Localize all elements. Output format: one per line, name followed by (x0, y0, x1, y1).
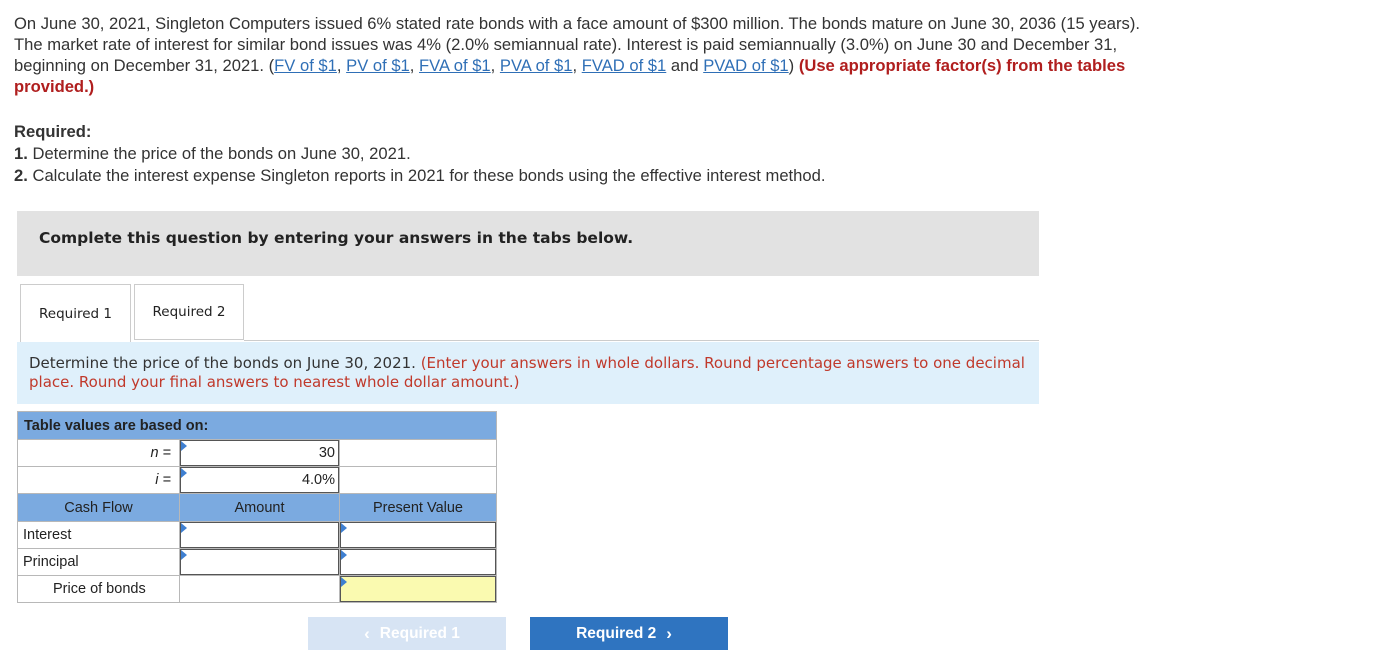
header-cash-flow: Cash Flow (18, 494, 180, 522)
question-body: On June 30, 2021, Singleton Computers issued 6% stated rate bonds with a face amount of $300 million. The bonds mature on June 30, 2036 (15 years). The market rate of interest for similar bond issues was 4% (2.0% semiannual rate). Interest is paid semiannually (3.0%) on June 30 and December 31, beginning on December 31, 2021. ( (14, 14, 1140, 75)
required-item-1: 1. Determine the price of the bonds on June 30, 2021. (14, 144, 411, 163)
link-fva[interactable]: FVA of $1 (419, 56, 491, 75)
next-button[interactable]: Required 2 › (530, 617, 728, 650)
input-marker-icon (341, 550, 347, 560)
instruction-banner (17, 211, 1039, 276)
chevron-left-icon: ‹ (364, 623, 370, 643)
interest-pv-input[interactable] (340, 522, 496, 548)
n-label: n = (18, 440, 180, 467)
input-marker-icon (181, 468, 187, 478)
n-input[interactable]: 30 (180, 440, 339, 466)
row-price-label: Price of bonds (18, 576, 180, 603)
principal-pv-input[interactable] (340, 549, 496, 575)
required-heading: Required: (14, 122, 92, 141)
header-present-value: Present Value (340, 494, 497, 522)
bond-price-table (17, 411, 497, 603)
i-label: i = (18, 467, 180, 494)
link-pvad[interactable]: PVAD of $1 (703, 56, 789, 75)
table-caption: Table values are based on: (18, 412, 497, 440)
table-instruction: (Use appropriate factor(s) from the tables provided.) (14, 56, 1126, 96)
principal-amount-input[interactable] (180, 549, 339, 575)
tab-question: Determine the price of the bonds on June 30, 2021. (29, 354, 421, 372)
i-input[interactable]: 4.0% (180, 467, 339, 493)
required-section (14, 121, 825, 187)
chevron-right-icon: › (666, 623, 672, 643)
tab-instructions (17, 342, 1039, 404)
input-marker-icon (181, 550, 187, 560)
link-fvad[interactable]: FVAD of $1 (581, 56, 667, 75)
link-pva[interactable]: PVA of $1 (499, 56, 573, 75)
tab-rounding-note: (Enter your answers in whole dollars. Round percentage answers to one decimal place. Round your final answers to nearest whole dollar amount.) (29, 354, 1025, 391)
required-item-2: 2. Calculate the interest expense Singleton reports in 2021 for these bonds using the effective interest method. (14, 166, 826, 185)
prev-button[interactable]: ‹ Required 1 (308, 617, 506, 650)
input-marker-icon (341, 523, 347, 533)
tab-required-1[interactable]: Required 1 (20, 284, 131, 342)
tab-divider (244, 340, 1039, 341)
row-interest-label: Interest (18, 522, 180, 549)
input-marker-icon (181, 523, 187, 533)
price-of-bonds-input[interactable] (340, 576, 496, 602)
interest-amount-input[interactable] (180, 522, 339, 548)
link-pv[interactable]: PV of $1 (346, 56, 410, 75)
row-principal-label: Principal (18, 549, 180, 576)
link-fv[interactable]: FV of $1 (274, 56, 337, 75)
banner-text: Complete this question by entering your answers in the tabs below. (39, 229, 634, 247)
input-marker-icon (341, 577, 347, 587)
question-text: On June 30, 2021, Singleton Computers issued 6% stated rate bonds with a face amount of $300 million. The bonds mature on June 30, 2036 (15 years). The market rate of interest for similar bond issues was 4% (2.0% semiannual rate). Interest is paid semiannually (3.0%) on June 30 and December 31, beginning on December 31, 2021. (FV of $1, PV of $1, FVA of $1, PVA of $1, FVAD of $1 and PVAD of $1) (Use appropriate factor(s) from the tables provided.) (14, 14, 1140, 96)
input-marker-icon (181, 441, 187, 451)
tab-required-2[interactable]: Required 2 (134, 284, 244, 340)
header-amount: Amount (180, 494, 340, 522)
